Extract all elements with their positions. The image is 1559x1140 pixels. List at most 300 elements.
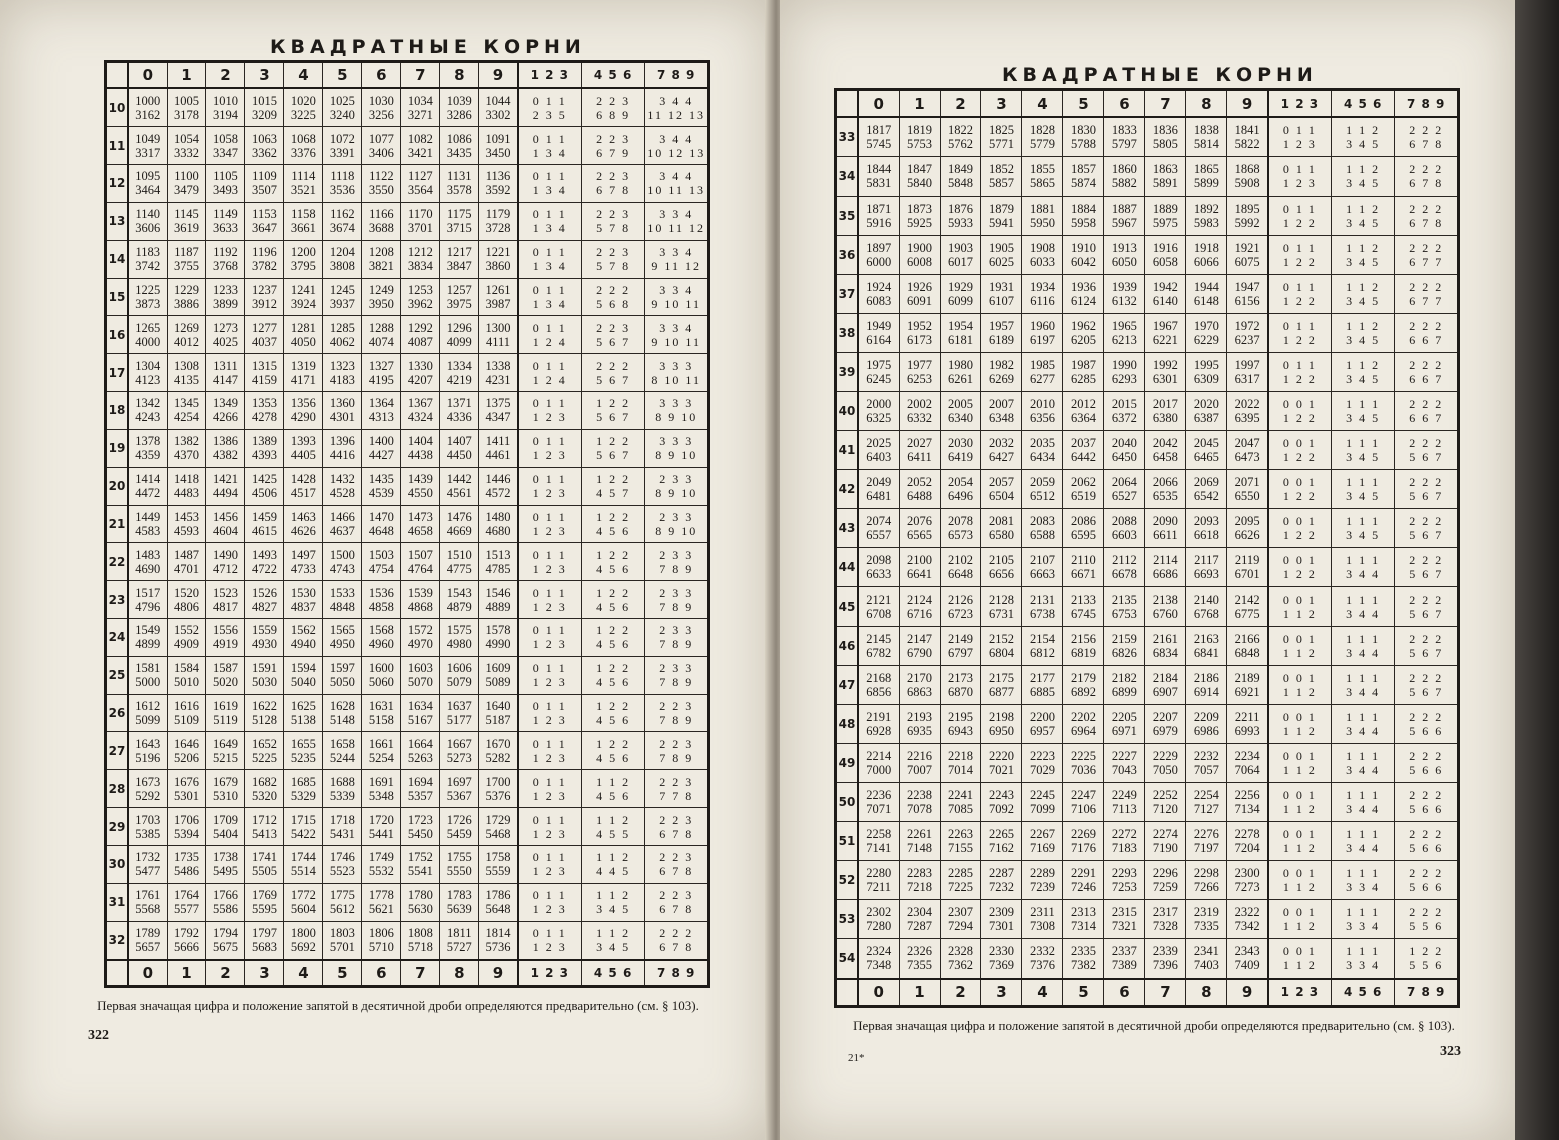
corner-cell [106, 960, 129, 987]
root-value-bottom: 3178 [174, 107, 199, 122]
root-value-bottom: 4919 [212, 637, 238, 652]
root-value-top: 1884 [1070, 201, 1096, 216]
difference-value: 1 1 2 [1346, 162, 1381, 177]
difference-value: 1 2 3 [1282, 137, 1317, 152]
root-value-top: 1706 [174, 812, 199, 827]
difference-value: 6 7 8 [1409, 137, 1444, 152]
root-value-top: 2114 [1153, 553, 1178, 568]
root-cell [479, 392, 518, 430]
root-value-bottom: 3317 [135, 145, 161, 160]
root-value-top: 2319 [1193, 905, 1219, 920]
root-cell [858, 117, 899, 157]
root-value-bottom: 6496 [947, 489, 973, 504]
root-cell [167, 88, 206, 126]
root-value-bottom: 6237 [1234, 332, 1260, 347]
column-header: 3 [981, 979, 1022, 1007]
root-value-bottom: 5753 [907, 137, 932, 152]
difference-value: 1 2 3 [532, 864, 567, 879]
difference-cell [581, 770, 645, 808]
root-value-bottom: 6164 [866, 332, 892, 347]
root-cell [1063, 274, 1104, 313]
difference-value: 1 3 4 [532, 221, 567, 236]
signature-mark: 21* [848, 1052, 865, 1064]
root-value-bottom: 6826 [1111, 645, 1137, 660]
root-value-top: 1229 [174, 282, 199, 297]
row-label: 28 [106, 770, 129, 808]
table-row [106, 429, 709, 467]
root-value-top: 2214 [866, 748, 892, 763]
column-header: 2 [940, 90, 981, 118]
root-value-bottom: 6841 [1193, 645, 1219, 660]
difference-value: 2 2 3 [659, 812, 694, 827]
root-value-bottom: 5109 [174, 713, 199, 728]
root-cell [128, 543, 167, 581]
root-value-bottom: 3924 [290, 296, 316, 311]
root-value-bottom: 6512 [1029, 489, 1055, 504]
root-value-bottom: 4615 [251, 523, 277, 538]
root-value-top: 1523 [212, 585, 238, 600]
difference-value: 3 3 3 [659, 396, 694, 411]
root-value-top: 1597 [329, 661, 355, 676]
root-value-top: 1729 [485, 812, 511, 827]
root-cell [206, 543, 245, 581]
root-value-top: 1860 [1111, 162, 1137, 177]
root-value-bottom: 4648 [368, 523, 394, 538]
root-value-top: 2124 [907, 592, 932, 607]
root-cell [284, 694, 323, 732]
root-value-bottom: 5983 [1193, 215, 1219, 230]
root-value-bottom: 5666 [174, 940, 199, 955]
root-cell [1063, 900, 1104, 939]
root-value-bottom: 6957 [1029, 723, 1055, 738]
root-value-bottom: 4025 [212, 334, 238, 349]
root-value-top: 1487 [174, 547, 199, 562]
root-cell [899, 431, 940, 470]
column-header: 5 [323, 62, 362, 89]
root-cell [245, 732, 284, 770]
difference-cell [581, 127, 645, 165]
table-row [836, 196, 1459, 235]
root-value-bottom: 3633 [212, 221, 238, 236]
root-cell [323, 845, 362, 883]
root-value-bottom: 3507 [251, 183, 277, 198]
difference-value: 0 1 1 [532, 812, 567, 827]
root-value-bottom: 7362 [947, 958, 973, 973]
root-cell [401, 505, 440, 543]
footnote-right: Первая значащая цифра и положение запятой в десятичной дроби определяются предварительно (см. § 103). [853, 1018, 1455, 1033]
root-cell [940, 431, 981, 470]
footer-header-row [106, 960, 709, 987]
difference-value: 5 6 7 [1409, 528, 1444, 543]
root-cell [899, 157, 940, 196]
difference-cell [518, 127, 582, 165]
root-value-bottom: 4123 [135, 372, 161, 387]
root-value-top: 1158 [291, 207, 316, 222]
root-value-bottom: 5541 [407, 864, 433, 879]
root-value-bottom: 4074 [368, 334, 394, 349]
root-value-top: 1030 [368, 93, 394, 108]
difference-cell [1331, 470, 1395, 509]
root-value-top: 1476 [446, 509, 472, 524]
root-value-top: 2300 [1234, 866, 1260, 881]
root-value-top: 1931 [988, 279, 1014, 294]
root-value-bottom: 7029 [1029, 762, 1055, 777]
root-cell [1063, 704, 1104, 743]
root-cell [245, 808, 284, 846]
table-row [836, 313, 1459, 352]
root-value-top: 1470 [368, 509, 394, 524]
difference-cell [645, 694, 709, 732]
root-value-bottom: 6885 [1029, 684, 1055, 699]
root-value-bottom: 4539 [368, 486, 394, 501]
root-cell [323, 278, 362, 316]
root-value-top: 1539 [407, 585, 433, 600]
root-value-top: 2209 [1193, 709, 1219, 724]
root-value-top: 1881 [1029, 201, 1055, 216]
root-value-top: 1685 [290, 774, 316, 789]
difference-value: 1 2 4 [532, 334, 567, 349]
difference-cell [1331, 235, 1395, 274]
difference-value: 2 2 3 [596, 245, 631, 260]
root-value-top: 1811 [447, 926, 472, 941]
difference-value: 1 1 1 [1346, 475, 1381, 490]
root-value-bottom: 5050 [329, 675, 355, 690]
root-value-bottom: 4604 [212, 523, 238, 538]
root-value-bottom: 7183 [1111, 841, 1137, 856]
table-row [106, 240, 709, 278]
root-value-top: 2076 [907, 514, 932, 529]
difference-value: 0 1 1 [532, 888, 567, 903]
root-value-top: 2100 [907, 553, 932, 568]
difference-value: 0 1 1 [532, 661, 567, 676]
root-cell [899, 470, 940, 509]
root-cell [206, 845, 245, 883]
root-cell [1145, 548, 1186, 587]
root-cell [981, 822, 1022, 861]
table-row [836, 157, 1459, 196]
root-value-bottom: 6701 [1234, 567, 1260, 582]
root-value-top: 1967 [1152, 318, 1178, 333]
root-value-bottom: 7280 [866, 919, 892, 934]
difference-value: 4 5 6 [596, 523, 631, 538]
difference-value: 8 9 10 [655, 523, 698, 538]
row-label: 17 [106, 354, 129, 392]
root-value-top: 1196 [252, 245, 277, 260]
root-cell [940, 782, 981, 821]
root-value-top: 1493 [251, 547, 277, 562]
root-value-top: 2328 [947, 944, 973, 959]
root-value-bottom: 6132 [1111, 293, 1137, 308]
root-value-top: 2161 [1152, 631, 1178, 646]
root-cell [245, 429, 284, 467]
difference-value: 3 4 4 [659, 93, 694, 108]
difference-value: 0 1 1 [532, 93, 567, 108]
root-cell [1186, 235, 1227, 274]
root-value-top: 1386 [212, 434, 238, 449]
root-cell [1022, 548, 1063, 587]
root-cell [858, 587, 899, 626]
root-cell [245, 770, 284, 808]
root-value-bottom: 6943 [947, 723, 973, 738]
root-value-bottom: 5167 [407, 713, 433, 728]
root-value-top: 2105 [988, 553, 1014, 568]
row-label: 31 [106, 883, 129, 921]
difference-value: 10 12 13 [647, 145, 706, 160]
root-value-top: 1010 [212, 93, 238, 108]
root-value-bottom: 6156 [1234, 293, 1260, 308]
root-value-bottom: 3619 [174, 221, 199, 236]
root-value-top: 1456 [212, 509, 238, 524]
root-value-bottom: 6380 [1152, 411, 1178, 426]
root-value-bottom: 6626 [1234, 528, 1260, 543]
root-value-top: 1800 [290, 926, 316, 941]
root-cell [1145, 391, 1186, 430]
root-value-bottom: 4135 [174, 372, 199, 387]
root-cell [1186, 117, 1227, 157]
root-value-top: 1908 [1029, 240, 1055, 255]
root-cell [940, 391, 981, 430]
root-cell [362, 770, 401, 808]
root-value-top: 1664 [407, 736, 433, 751]
root-value-bottom: 6197 [1029, 332, 1055, 347]
root-cell [284, 392, 323, 430]
difference-value: 2 2 2 [1409, 162, 1444, 177]
root-value-bottom: 5727 [446, 940, 472, 955]
difference-value: 3 4 5 [596, 902, 631, 917]
root-value-bottom: 4111 [485, 334, 511, 349]
root-value-top: 1233 [212, 282, 238, 297]
root-cell [899, 196, 940, 235]
root-value-bottom: 6189 [988, 332, 1014, 347]
difference-value: 3 4 4 [659, 169, 694, 184]
difference-cell [518, 845, 582, 883]
difference-value: 3 4 5 [1346, 371, 1381, 386]
difference-cell [1268, 470, 1332, 509]
root-value-top: 1400 [368, 434, 394, 449]
root-value-bottom: 4712 [212, 561, 238, 576]
difference-value: 0 0 1 [1282, 592, 1317, 607]
root-value-bottom: 4764 [407, 561, 433, 576]
difference-value: 4 5 5 [596, 826, 631, 841]
root-cell [440, 770, 479, 808]
root-cell [940, 665, 981, 704]
root-value-bottom: 4461 [485, 448, 511, 463]
difference-value: 6 7 9 [596, 145, 631, 160]
root-value-bottom: 5263 [407, 750, 433, 765]
root-cell [940, 587, 981, 626]
root-cell [479, 581, 518, 619]
root-cell [899, 313, 940, 352]
root-value-top: 1221 [485, 245, 511, 260]
root-value-top: 1584 [174, 661, 199, 676]
root-value-top: 1855 [1029, 162, 1055, 177]
difference-value: 2 3 3 [659, 547, 694, 562]
root-value-bottom: 6648 [947, 567, 973, 582]
root-value-bottom: 6892 [1070, 684, 1096, 699]
root-cell [479, 845, 518, 883]
difference-value: 1 2 3 [532, 637, 567, 652]
difference-value: 7 8 9 [659, 713, 694, 728]
difference-value: 1 3 4 [532, 183, 567, 198]
root-value-bottom: 6899 [1111, 684, 1137, 699]
root-value-top: 1887 [1111, 201, 1137, 216]
row-label: 15 [106, 278, 129, 316]
root-value-bottom: 4593 [174, 523, 199, 538]
root-value-bottom: 4359 [135, 448, 161, 463]
table-row [106, 770, 709, 808]
root-cell [940, 939, 981, 979]
difference-cell [581, 656, 645, 694]
root-value-bottom: 3860 [485, 259, 511, 274]
root-value-top: 1990 [1111, 357, 1137, 372]
root-value-top: 1063 [251, 131, 277, 146]
root-value-top: 1676 [174, 774, 199, 789]
page-right [780, 0, 1515, 1140]
root-cell [362, 316, 401, 354]
root-value-top: 1726 [446, 812, 472, 827]
root-value-top: 1758 [485, 850, 511, 865]
root-value-top: 1738 [212, 850, 238, 865]
root-cell [479, 165, 518, 203]
root-value-top: 1995 [1193, 357, 1219, 372]
root-cell [940, 352, 981, 391]
root-cell [858, 352, 899, 391]
difference-value: 1 1 2 [1282, 919, 1317, 934]
root-value-bottom: 3873 [135, 296, 161, 311]
root-cell [362, 354, 401, 392]
difference-value: 2 2 2 [1409, 436, 1444, 451]
root-value-bottom: 7232 [988, 880, 1014, 895]
difference-cell [518, 618, 582, 656]
column-header: 7 [401, 960, 440, 987]
root-cell [858, 274, 899, 313]
root-cell [899, 548, 940, 587]
root-value-bottom: 5779 [1029, 137, 1055, 152]
root-cell [440, 883, 479, 921]
root-value-top: 1591 [251, 661, 277, 676]
root-cell [323, 808, 362, 846]
root-value-top: 2095 [1234, 514, 1260, 529]
column-header: 3 [245, 62, 284, 89]
difference-value: 1 2 3 [532, 486, 567, 501]
root-value-bottom: 6986 [1193, 723, 1219, 738]
difference-value: 1 1 2 [1346, 318, 1381, 333]
root-value-bottom: 4858 [368, 599, 394, 614]
root-value-top: 1510 [446, 547, 472, 562]
root-cell [1186, 861, 1227, 900]
root-value-bottom: 5908 [1234, 176, 1260, 191]
root-value-bottom: 4743 [329, 561, 355, 576]
row-label: 30 [106, 845, 129, 883]
root-cell [1063, 235, 1104, 274]
table-row [106, 845, 709, 883]
root-value-top: 1237 [251, 282, 277, 297]
root-value-bottom: 6745 [1070, 606, 1096, 621]
row-label: 41 [836, 431, 859, 470]
root-cell [362, 467, 401, 505]
root-cell [440, 581, 479, 619]
root-value-bottom: 4278 [251, 410, 277, 425]
root-value-top: 2066 [1152, 475, 1178, 490]
difference-cell [1395, 431, 1459, 470]
difference-value: 1 2 2 [1282, 411, 1317, 426]
root-cell [1104, 431, 1145, 470]
root-value-bottom: 6387 [1193, 411, 1219, 426]
root-value-top: 1755 [446, 850, 472, 865]
difference-value: 0 1 1 [532, 396, 567, 411]
root-value-bottom: 7155 [947, 841, 973, 856]
root-cell [401, 732, 440, 770]
root-value-bottom: 7036 [1070, 762, 1096, 777]
root-value-bottom: 4416 [329, 448, 355, 463]
root-value-bottom: 3950 [368, 296, 394, 311]
root-cell [1186, 939, 1227, 979]
root-value-bottom: 5612 [329, 902, 355, 917]
difference-value: 6 6 7 [1409, 371, 1444, 386]
difference-cell [645, 732, 709, 770]
root-value-bottom: 5339 [329, 788, 355, 803]
root-value-bottom: 6633 [866, 567, 892, 582]
root-cell [206, 883, 245, 921]
root-cell [940, 157, 981, 196]
root-value-bottom: 3225 [290, 107, 316, 122]
root-value-top: 2030 [947, 436, 973, 451]
difference-cell [518, 392, 582, 430]
difference-value: 8 10 11 [651, 372, 701, 387]
row-label: 39 [836, 352, 859, 391]
difference-value: 0 1 1 [532, 169, 567, 184]
root-cell [1186, 782, 1227, 821]
table-row [106, 354, 709, 392]
column-header: 4 5 6 [1331, 979, 1395, 1007]
root-value-bottom: 6935 [907, 723, 932, 738]
row-label: 12 [106, 165, 129, 203]
root-value-bottom: 7057 [1193, 762, 1219, 777]
table-row [106, 694, 709, 732]
root-cell [245, 883, 284, 921]
column-header: 4 [1022, 90, 1063, 118]
difference-cell [1268, 391, 1332, 430]
table-row [106, 505, 709, 543]
root-value-bottom: 3332 [174, 145, 199, 160]
root-value-top: 1819 [907, 123, 932, 138]
root-value-top: 1407 [446, 434, 472, 449]
root-value-top: 2304 [907, 905, 932, 920]
root-cell [362, 165, 401, 203]
root-value-top: 1852 [988, 162, 1014, 177]
root-cell [323, 127, 362, 165]
root-value-top: 2110 [1071, 553, 1096, 568]
difference-value: 0 1 1 [532, 774, 567, 789]
root-value-top: 1131 [447, 169, 472, 184]
root-value-top: 1367 [407, 396, 433, 411]
root-cell [440, 240, 479, 278]
difference-cell [1268, 822, 1332, 861]
root-cell [1022, 431, 1063, 470]
root-value-top: 1483 [135, 547, 161, 562]
root-cell [1227, 626, 1268, 665]
column-header: 0 [858, 979, 899, 1007]
row-label: 24 [106, 618, 129, 656]
root-value-bottom: 7328 [1152, 919, 1178, 934]
difference-value: 3 3 4 [659, 320, 694, 335]
difference-value: 3 4 4 [1346, 645, 1381, 660]
root-value-top: 1114 [291, 169, 316, 184]
row-label: 47 [836, 665, 859, 704]
difference-cell [645, 581, 709, 619]
root-value-top: 2247 [1070, 787, 1096, 802]
difference-value: 0 1 1 [532, 509, 567, 524]
